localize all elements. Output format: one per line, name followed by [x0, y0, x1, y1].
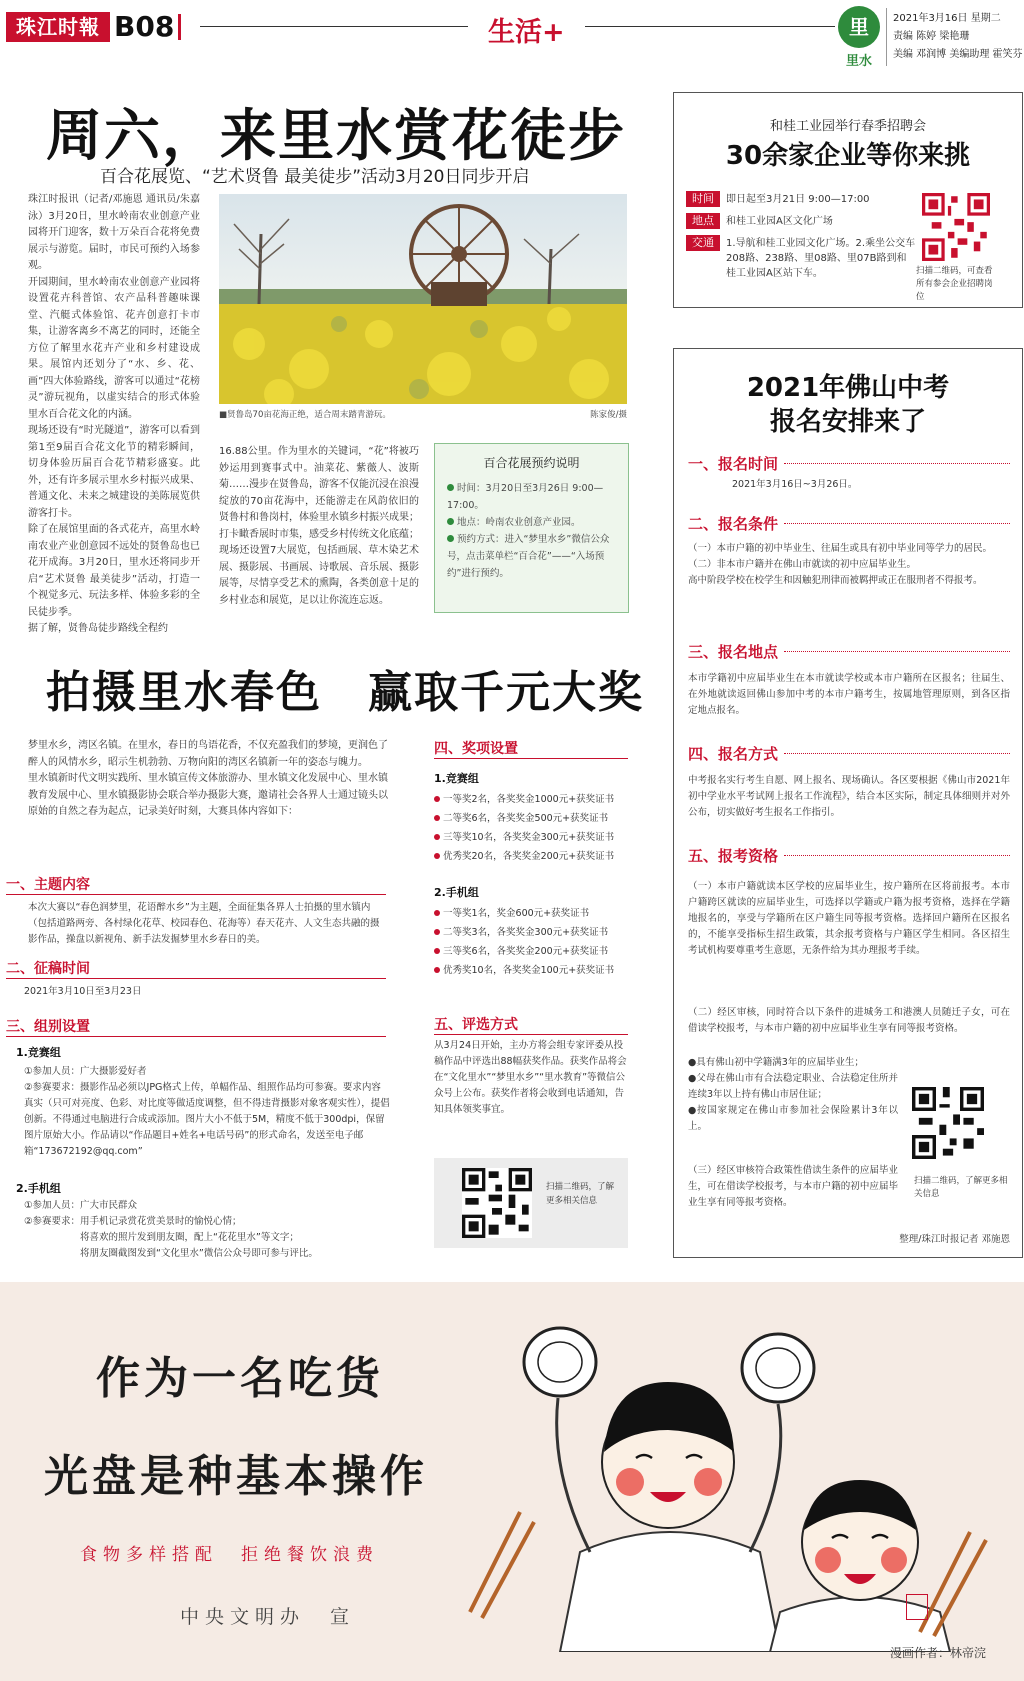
zk-heading-eligibility: 五、报考资格: [688, 847, 779, 865]
article2-headline: 拍摄里水春色 赢取千元大奖: [46, 667, 644, 718]
a2-awards-group2: [434, 904, 634, 980]
paragraph: 高中阶段学校在校学生和因触犯刑律而被羁押或正在服刑者不得报考。: [688, 575, 983, 586]
award-item: 二等奖6名，各奖奖金500元+获奖证书: [443, 813, 609, 824]
dotted-rule: [784, 855, 1010, 856]
qr-code-icon[interactable]: [912, 1087, 984, 1159]
paragraph: 梦里水乡，湾区名镇。在里水，春日的鸟语花香，不仅充盈我们的梦境，更润色了醉人的风情水乡，昭示生机勃勃、万物向阳的湾区名镇新一年的姿态与魄力。: [28, 740, 388, 768]
photo-caption-text: ■贤鲁岛70亩花海正绝，适合周末踏青游玩。: [219, 410, 391, 420]
list-item: [434, 942, 634, 961]
issue-date: 2021年3月16日 星期二: [893, 13, 1001, 24]
list-item: ②参赛要求：摄影作品必须以JPG格式上传，单幅作品、组照作品均可参赛。要求内容真实（只可对亮度、色彩、对比度等做适度调整，但不得违背摄影对象客观实性），提倡创新。不得通过电脑进行合成或添加。图片大小不低于5M，精度不低于300dpi，保留图片原始大小。作品请以“作品题目+姓名+电话号码”的形式命名，发送至电子邮箱“173672192@qq.com”: [24, 1082, 390, 1157]
bullet-icon: [434, 948, 440, 954]
paragraph: 16.88公里。作为里水的关键词，“花”将被巧妙运用到赛事式中。油菜花、紫薇人、波斯菊……漫步在贤鲁岛，游客不仅能沉浸在浪漫绽放的70亩花海中，还能游走在风韵依旧的贤鲁村和鲁岗村，体验里水镇乡村振兴成果；打卡瞰香展时市集，感受乡村传统文化底蕴；现场还设置7大展览，包括画展、草木染艺术展、摄影展、书画展、诗歌展、音乐展、摄影展等，尽情享受艺术的熏陶，各类创意十足的乡村业态和展览，足以让你流连忘返。: [219, 446, 419, 606]
job-tag-place: 地点: [686, 213, 720, 229]
article2-intro: [28, 738, 388, 821]
award-item: 三等奖6名，各奖奖金200元+获奖证书: [443, 946, 609, 957]
paragraph: 开园期间，里水岭南农业创意产业园将设置花卉科普馆、农产品科普趣味课堂、汽艇式体验馆、花卉创意打卡市集，让游客离乡不离艺的同时，还能全方位了解里水花卉产业和乡村建设成果。展馆内还划分了“水、乡、花、画”四大体验路线，游客可以通过“花榜灵”游玩视角，以虚实结合的形式体验里水百合花文化的内涵。: [28, 276, 200, 420]
list-item: [447, 531, 619, 582]
header-rule-right: [585, 26, 835, 27]
list-item: ●具有佛山初中学籍满3年的应届毕业生；: [688, 1057, 864, 1068]
dotted-rule: [784, 463, 1010, 464]
job-value-place: 和桂工业园A区文化广场: [726, 216, 833, 227]
ad-artist-credit: 漫画作者：林帝浣: [890, 1646, 987, 1660]
job-value-transport: 1.导航和桂工业园文化广场。2.乘坐公交车208路、238路、里08路、里07B路到和桂工业园A区站下车。: [726, 238, 916, 279]
list-item: [434, 904, 634, 923]
a2-awards-group1: [434, 790, 634, 866]
job-fair-pretitle: 和桂工业园举行春季招聘会: [769, 119, 926, 134]
photo-caption: [219, 408, 627, 420]
section-name: 生活+: [488, 17, 565, 48]
qr-code-icon[interactable]: [922, 193, 990, 261]
notice-item: 时间：3月20日至3月26日 9:00—17:00。: [447, 483, 604, 511]
a2-text-judging: 从3月24日开始，主办方将会组专家评委从投稿作品中评选出88幅获奖作品。获奖作品将会在“文化里水”“梦里水乡”“里水教育”等微信公众号上公布。获奖作者将会收到电话通知，告知具体领奖事宜。: [434, 1040, 627, 1115]
a2-group1-items: [24, 1064, 390, 1160]
zk-eligibility-conditions: [688, 1055, 898, 1135]
a2-heading-period: 二、征稿时间: [6, 961, 90, 977]
ad-headline-line2: 光盘是种基本操作: [44, 1451, 428, 1502]
zhongkao-box: [673, 348, 1023, 1258]
zk-heading-method: 四、报名方式: [688, 745, 779, 763]
section-rule: [6, 1036, 386, 1037]
a2-awards-group2-title: 2.手机组: [434, 886, 479, 899]
list-item: [434, 923, 634, 942]
paragraph: 现场还设有“时光隧道”，游客可以看到第1至9届百合花文化节的精彩瞬间，切身体验历届百合花节精彩盛宴。此外，还有许多展示里水乡村振兴成果、普通文化、未来之城建设的美陈展览供游客打卡。: [28, 425, 200, 519]
notice-list: [447, 480, 619, 582]
paragraph: 据了解，贤鲁岛徒步路线全程约: [28, 623, 168, 634]
list-item: [434, 790, 634, 809]
a2-awards-group1-title: 1.竞赛组: [434, 772, 479, 785]
article1-subheadline: 百合花展览、“艺术贤鲁 最美徒步”活动3月20日同步开启: [100, 167, 530, 187]
list-item: [447, 514, 619, 531]
list-item: [434, 847, 634, 866]
list-item: [434, 809, 634, 828]
bullet-icon: [434, 815, 440, 821]
article2-qr-box: [434, 1158, 628, 1248]
photo-credit: 陈家俊/摄: [590, 410, 627, 420]
section-rule: [6, 978, 386, 979]
job-qr-caption: 扫描二维码，可查看所有参会企业招聘岗位: [916, 266, 993, 302]
list-item: [434, 828, 634, 847]
zk-text-method: 中考报名实行考生自愿、网上报名、现场确认。各区要根据《佛山市2021年初中学业水平考试网上报名工作流程》，结合本区实际，制定具体细则并对外公布，切实做好考生报名工作指引。: [688, 775, 1010, 818]
bullet-icon: [447, 535, 454, 542]
zhongkao-title-line1: 2021年佛山中考: [746, 373, 950, 403]
a2-heading-theme: 一、主题内容: [6, 877, 90, 893]
notice-item: 地点：岭南农业创意产业园。: [457, 517, 581, 528]
notice-title: 百合花展预约说明: [483, 456, 580, 470]
header-vertical-rule: [886, 8, 887, 66]
paragraph: （一）本市户籍的初中毕业生、往届生或具有初中毕业同等学力的居民。: [688, 543, 993, 554]
zk-text-eligibility-2: （二）经区审核，同时符合以下条件的进城务工和港澳人员随迁子女，可在借读学校报考，与本市户籍的初中应届毕业生享有同等报考资格。: [688, 1007, 1010, 1034]
section-rule: [434, 758, 628, 759]
dotted-rule: [784, 753, 1010, 754]
article1-headline: 周六，来里水赏花徒步: [46, 103, 626, 169]
dotted-rule: [784, 523, 1010, 524]
masthead-logo: 珠江时報: [6, 12, 110, 42]
ad-slogan: 食物多样搭配 拒绝餐饮浪费: [80, 1545, 379, 1565]
page-number: B08: [114, 10, 175, 43]
artist-seal-icon: [906, 1594, 928, 1620]
list-item: ②参赛要求：用手机记录赏花赏美景时的愉悦心情；: [24, 1216, 242, 1227]
zk-qr-caption: 扫描二维码，了解更多相关信息: [914, 1176, 1008, 1199]
header-meta: [893, 10, 1023, 64]
list-item: [434, 961, 634, 980]
ad-sponsor: 中央文明办 宣: [180, 1606, 356, 1628]
list-item: ●按国家规定在佛山市参加社会保险累计3年以上。: [688, 1105, 898, 1132]
header-rule-left: [200, 26, 468, 27]
award-item: 三等奖10名，各奖奖金300元+获奖证书: [443, 832, 615, 843]
job-tag-transport: 交通: [686, 235, 720, 251]
job-tag-time: 时间: [686, 191, 720, 207]
a2-heading-judging: 五、评选方式: [434, 1017, 518, 1033]
job-fair-title: 30余家企业等你来挑: [725, 141, 971, 171]
award-item: 二等奖3名，各奖奖金300元+获奖证书: [443, 927, 609, 938]
zk-text-location: 本市学籍初中应届毕业生在本市就读学校或本市户籍所在区报名；往届生、在外地就读返回佛山参加中考的本市户籍考生，按属地管理原则，到各区指定地点报名。: [688, 673, 1010, 716]
editors: 责编 陈婷 梁艳珊: [893, 31, 970, 42]
award-item: 优秀奖10名，各奖奖金100元+获奖证书: [443, 965, 615, 976]
list-item: [447, 480, 619, 514]
a2-heading-awards: 四、奖项设置: [434, 741, 518, 757]
paragraph: 除了在展馆里面的各式花卉，高里水岭南农业产业创意园不远处的贤鲁岛也已花开成海。3月20日，里水还将同步开启“艺术贤鲁 最美徒步”活动，打造一个视觉多元、玩法多样、体验多彩的全民徒步季。: [28, 524, 200, 618]
job-fair-box: [673, 92, 1023, 308]
paragraph: （二）非本市户籍并在佛山市就读的初中应届毕业生。: [688, 559, 917, 570]
a2-text-period: 2021年3月10日至3月23日: [24, 986, 142, 997]
paragraph: 珠江时报讯（记者/邓施恩 通讯员/朱嘉泳）3月20日，里水岭南农业创意产业园将开门迎客，数十万朵百合花将免费展示与游览。届时，市民可预约入场参观。: [28, 194, 200, 271]
booking-notice-box: [434, 443, 629, 613]
zk-text-time: 2021年3月16日~3月26日。: [732, 479, 858, 490]
list-item: ①参加人员：广大摄影爱好者: [24, 1066, 147, 1077]
paragraph: 里水镇新时代文明实践所、里水镇宣传文体旅游办、里水镇文化发展中心、里水镇教育发展中心、里水镇摄影协会联合举办摄影大赛，邀请社会各界人士通过镜头以原始的自然之春为起点，记录美好时刻，大赛具体内容如下：: [28, 773, 388, 817]
zhongkao-title: [674, 371, 1022, 439]
zk-text-conditions: [688, 541, 1010, 589]
a2-group2-items: [24, 1198, 390, 1262]
a2-group1-title: 1.竞赛组: [16, 1046, 61, 1059]
zk-text-eligibility-3: （三）经区审核符合政策性借读生条件的应届毕业生，可在借读学校报考，与本市户籍的初中应届毕业生享有同等报考资格。: [688, 1165, 898, 1208]
bullet-icon: [434, 910, 440, 916]
header-divider: [178, 14, 181, 40]
zk-heading-location: 三、报名地点: [688, 643, 779, 661]
article2-qr-caption: 扫描二维码，了解更多相关信息: [546, 1182, 615, 1206]
bullet-icon: [434, 967, 440, 973]
a2-text-theme: 本次大赛以“春色润梦里，花语醉水乡”为主题，全面征集各界人士拍摄的里水镇内（包括道路两旁、各村绿化花草、校园春色、花海等）春天花卉、人文生态共融的摄影作品，操盘以新视角、新手法发掘梦里水乡春日的美。: [28, 902, 380, 945]
article1-column-2: [219, 444, 419, 609]
bullet-icon: [434, 853, 440, 859]
bullet-icon: [447, 484, 454, 491]
section-rule: [434, 1034, 628, 1035]
bullet-icon: [447, 518, 454, 525]
bullet-icon: [434, 834, 440, 840]
lishui-emblem-icon: 里: [838, 6, 880, 48]
zk-credit: 整理/珠江时报记者 邓施恩: [899, 1234, 1010, 1245]
award-item: 一等奖2名，各奖奖金1000元+获奖证书: [443, 794, 615, 805]
partner-logo-text: 里水: [845, 54, 872, 69]
award-item: 优秀奖20名，各奖奖金200元+获奖证书: [443, 851, 615, 862]
flower-field-photo: [219, 194, 627, 404]
public-service-ad: [0, 1282, 1024, 1681]
zk-text-eligibility-1: （一）本市户籍就读本区学校的应届毕业生，按户籍所在区将前报考。本市户籍跨区就读的应届毕业生，可选择以学籍或户籍为报考资格，选择在学籍地报名的，享受与学籍所在区户籍生同等报考资格。选择回户籍所在区报名的，不能享受指标生招生政策，其余报考资格与户籍区学生相同。各区招生考试机构要尊重考生意愿，无条件给为其办理报考手续。: [688, 881, 1010, 956]
list-item: ①参加人员：广大市民群众: [24, 1200, 138, 1211]
award-item: 一等奖1名，奖金600元+获奖证书: [443, 908, 590, 919]
article1-column-1: [28, 192, 200, 638]
job-value-time: 即日起至3月21日 9:00—17:00: [726, 194, 870, 205]
zhongkao-title-line2: 报名安排来了: [769, 407, 926, 437]
zk-heading-time: 一、报名时间: [688, 455, 779, 473]
ad-headline-line1: 作为一名吃货: [96, 1353, 384, 1404]
list-item: 将朋友圈截图发到“文化里水”微信公众号即可参与评比。: [80, 1248, 318, 1259]
bullet-icon: [434, 796, 440, 802]
a2-heading-groups: 三、组别设置: [6, 1019, 90, 1035]
zk-heading-conditions: 二、报名条件: [688, 515, 779, 533]
notice-item: 预约方式：进入“梦里水乡”微信公众号，点击菜单栏“百合花”——“入场预约”进行预约。: [447, 534, 610, 579]
bullet-icon: [434, 929, 440, 935]
list-item: 将喜欢的照片发到朋友圈，配上“花花里水”等文字；: [80, 1232, 299, 1243]
a2-group2-title: 2.手机组: [16, 1182, 61, 1195]
dotted-rule: [784, 651, 1010, 652]
qr-code-icon[interactable]: [462, 1168, 532, 1238]
designers: 美编 邓润博 美编助理 霍笑芬: [893, 49, 1023, 60]
section-rule: [6, 894, 386, 895]
list-item: ●父母在佛山市有合法稳定职业、合法稳定住所并连续3年以上持有佛山市居住证；: [688, 1073, 898, 1100]
